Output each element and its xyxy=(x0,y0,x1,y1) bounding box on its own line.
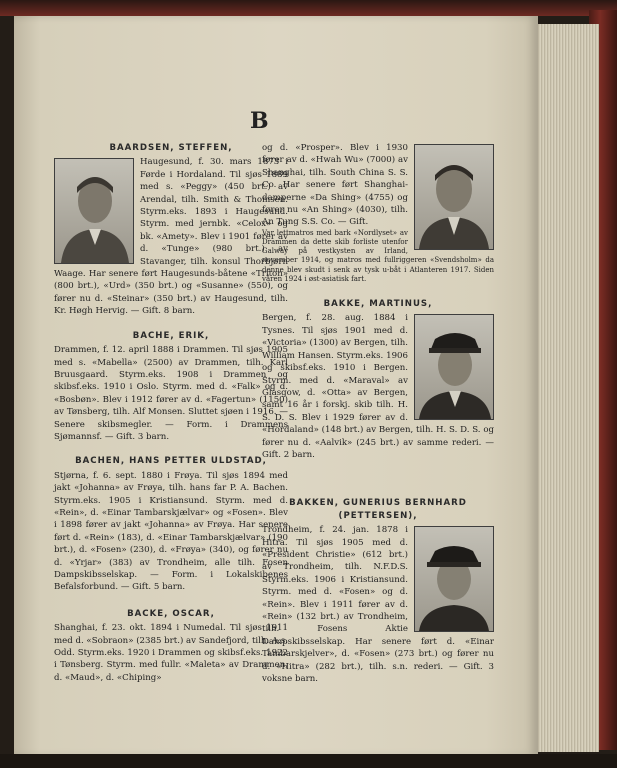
portrait-photo xyxy=(414,314,494,420)
entry-text: Trondheim, f. 24. jan. 1878 i Hitra. Til sjøs 1905 med d. «President Christie» (612 brt.) av Trondheim, tilh. N.F.D.S. Styrm.eks. 1906 i Kristiansund. Styrm. med d. «Fosen» og d. «Rein». Blev i 1911 fører av d. «Rein» (132 brt.) av Trondheim, tilh. Fosens Aktie Dampskibsselskap. Har senere ført d. «Einar Tambarskjelver», d. «Fosen» (273 brt.) og fører nu d. «Hitra» (282 brt.), tilh. s.n. rederi. — Gift. 3 voksne barn. xyxy=(262,525,494,685)
portrait-photo xyxy=(414,526,494,632)
book-page xyxy=(14,16,538,756)
portrait-icon xyxy=(415,527,493,631)
entry-text: Shanghai, f. 23. okt. 1894 i Numedal. Til sjøs 1911 med d. «Sobraon» (2385 brt.) av Sandefjord, tilh. A.s. Odd. Styrm.eks. 1920 i Drammen og skibsf.eks. 1922 i Tønsberg. Styrm. med fullr. «Maleta» av Drammen, d. «Maud», d. «Chiping» xyxy=(54,623,288,683)
entry-name: BAARDSEN, STEFFEN, xyxy=(109,143,233,153)
entry-name: BAKKEN, GUNERIUS BERNHARD (PETTERSEN), xyxy=(289,498,467,521)
right-column xyxy=(262,142,494,685)
entry-name: BACHE, ERIK, xyxy=(132,330,210,341)
portrait-photo xyxy=(54,158,134,264)
portrait-icon xyxy=(415,145,493,249)
entry-text: Drammen, f. 12. april 1888 i Drammen. Til sjøs 1905 med s. «Mabella» (2500) av Drammen, tilh. Karl Bruusgaard. Styrm.eks. 1908 i Drammen og skibsf.eks. 1910 i Oslo. Styrm. med d. «Falk» og d. «Bosbøn». Blev i 1912 fører av d. «Fagertun» (1150) av Tønsberg, tilh. Alf Monsen. Sluttet sjøen i 1916. — Senere skibsmegler. — Form. i Drammens Sjømannsf. — Gift. 3 barn. xyxy=(54,345,288,442)
entry-text: Haugesund, f. 30. mars 1873 i Førde i Hordaland. Til sjøs 1889 med s. «Peggy» (450 brt.) av Arendal, tilh. Smith & Thomsen. Styrm.eks. 1893 i Haugesund. Styrm. med jernbk. «Celox» og bk. «Amety». Blev i 1901 fører av d. «Tunge» (980 brt.) av Stavanger, tilh. konsul Thorbjørn Waage. Har senere ført Haugesunds-båtene «Triton» (800 brt.), «Urd» (350 brt.) og «Susanne» (550), og fører nu d. «Steinar» (350 brt.) av Haugesund, tilh. Kr. Høgh Hervig. — Gift. 8 barn. xyxy=(54,157,288,317)
entry-text: og d. «Prosper». Blev i 1930 fører av d. «Hwah Wu» (7000) av Shanghai, tilh. South China S. S. Co. Har senere ført Shanghai-damperne «Da Shing» (4755) og fører nu «An Shing» (4030), tilh. An Tung S.S. Co. — Gift. xyxy=(262,143,408,228)
book-cover-top xyxy=(0,0,617,16)
entry-name: BAKKE, MARTINUS, xyxy=(323,299,433,310)
left-column xyxy=(54,142,288,684)
portrait-photo xyxy=(414,144,494,250)
book-bottom-edge xyxy=(0,754,617,768)
entry-text: Stjørna, f. 6. sept. 1880 i Frøya. Til sjøs 1894 med jakt «Johanna» av Frøya, tilh. hans far P. A. Bachen. Styrm.eks. 1905 i Kristiansund. Styrm. med d. «Rein», d. «Einar Tambarskjælvar» og «Fosen». Blev i 1898 fører av jakt «Johanna» av Frøya. Har senere ført d. «Rein» (183), d. «Einar Tambarskjælvar» (190 brt.), d. «Fosen» (230), d. «Frøya» (340), og fører nu d. «Yrjar» (383) av Trondheim, alle tilh. Fosen Dampskibsselskap. — Form. i Lokalskibenes Befalsforbund. — Gift. 5 barn. xyxy=(54,470,288,593)
entry-name: BACKE, OSCAR, xyxy=(127,608,215,619)
entry-name: BACHEN, HANS PETTER ULDSTAD, xyxy=(75,456,267,467)
section-letter: B xyxy=(250,108,270,134)
entry-caption: Var lettmatros med bark «Nordlyset» av Drammen da dette skib forliste utenfor Galway på vestkysten av Irland, november 1914, og matros med fullriggeren «Svendsholm» da denne blev skudt i senk av tysk u-båt i Atlanteren 1917. Siden våren 1924 i øst-asiatisk fart. xyxy=(262,228,494,283)
page-edges xyxy=(536,24,599,752)
portrait-icon xyxy=(55,159,133,263)
entry-text: Bergen, f. 28. aug. 1884 i Tysnes. Til sjøs 1901 med d. «Victoria» (1300) av Bergen, tilh. William Hansen. Styrm.eks. 1906 og skibsf.eks. 1910 i Bergen. Styrm. med d. «Maraval» av Glasgow, d. «Otta» av Bergen, samt 16 år i forskj. skib tilh. H. S. D. S. Blev i 1929 fører av d. «Hordaland» (148 brt.) av Bergen, tilh. H. S. D. S. og fører nu d. «Aalvik» (245 brt.) av samme rederi. — Gift. 2 barn. xyxy=(262,313,494,460)
portrait-icon xyxy=(415,315,493,419)
